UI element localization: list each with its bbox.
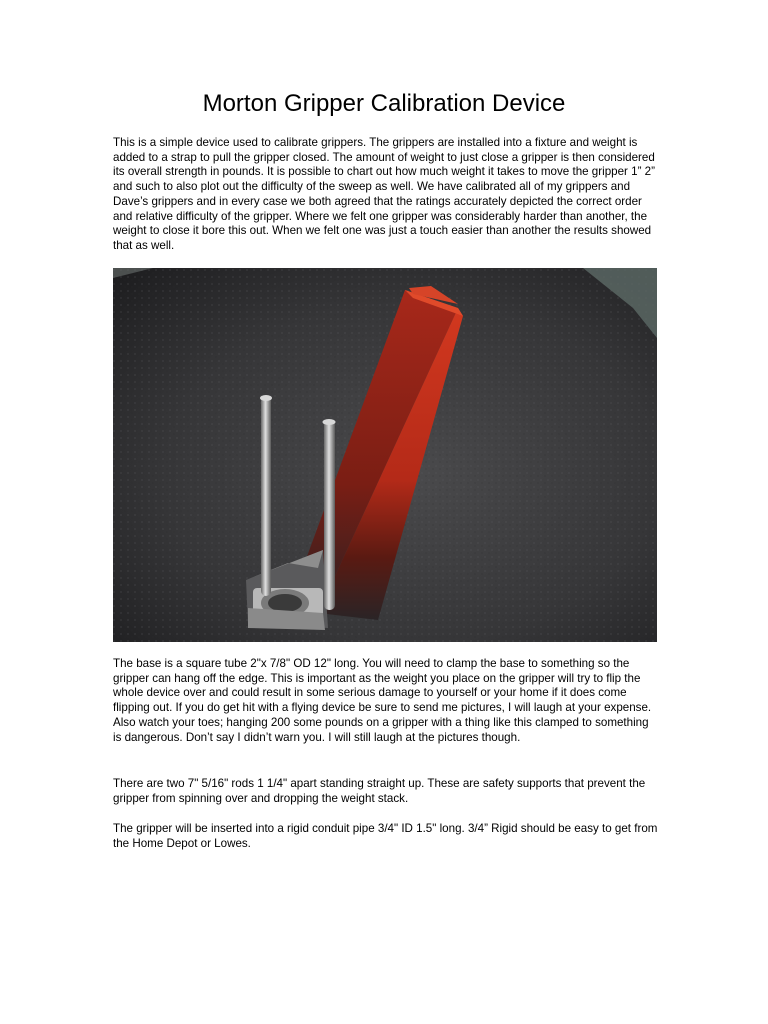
conduit-paragraph: The gripper will be inserted into a rigid conduit pipe 3/4" ID 1.5" long. 3/4” Rigid should be easy to get from the Home Depot or Lowes. bbox=[113, 822, 658, 850]
rods-paragraph: There are two 7" 5/16" rods 1 1/4" apart standing straight up. These are safety supports that prevent the gripper from spinning over and dropping the weight stack. bbox=[113, 777, 646, 805]
page-title: Morton Gripper Calibration Device bbox=[202, 90, 566, 117]
base-paragraph: The base is a square tube 2"x 7/8" OD 12" long. You will need to clamp the base to something so the gripper can hang off the edge. This is important as the weight you place on the gripper will try to flip the whole device over and could result in some serious damage to yourself or your home if it does come flipping out. If you do get hit with a flying device be sure to send me pictures, I will laugh at your expense. Also watch your toes; hanging 200 some pounds on a gripper with a thing like this clamped to something is dangerous. Don’t say I didn’t warn you. I will still laugh at the pictures though. bbox=[113, 657, 652, 744]
intro-paragraph: This is a simple device used to calibrate grippers. The grippers are installed into a fixture and weight is added to a strap to pull the gripper closed. The amount of weight to just close a gripper is then considered its overall strength in pounds. It is possible to chart out how much weight it takes to move the gripper 1” 2” and such to also plot out the difficulty of the sweep as well. We have calibrated all of my grippers and Dave’s grippers and in every case we both agreed that the ratings accurately depicted the correct order and relative difficulty of the gripper. Where we felt one gripper was considerably harder than another, the weight to close it bore this out. When we felt one was just a touch easier than another the results showed that as well. bbox=[113, 136, 655, 252]
device-photo bbox=[113, 268, 657, 642]
